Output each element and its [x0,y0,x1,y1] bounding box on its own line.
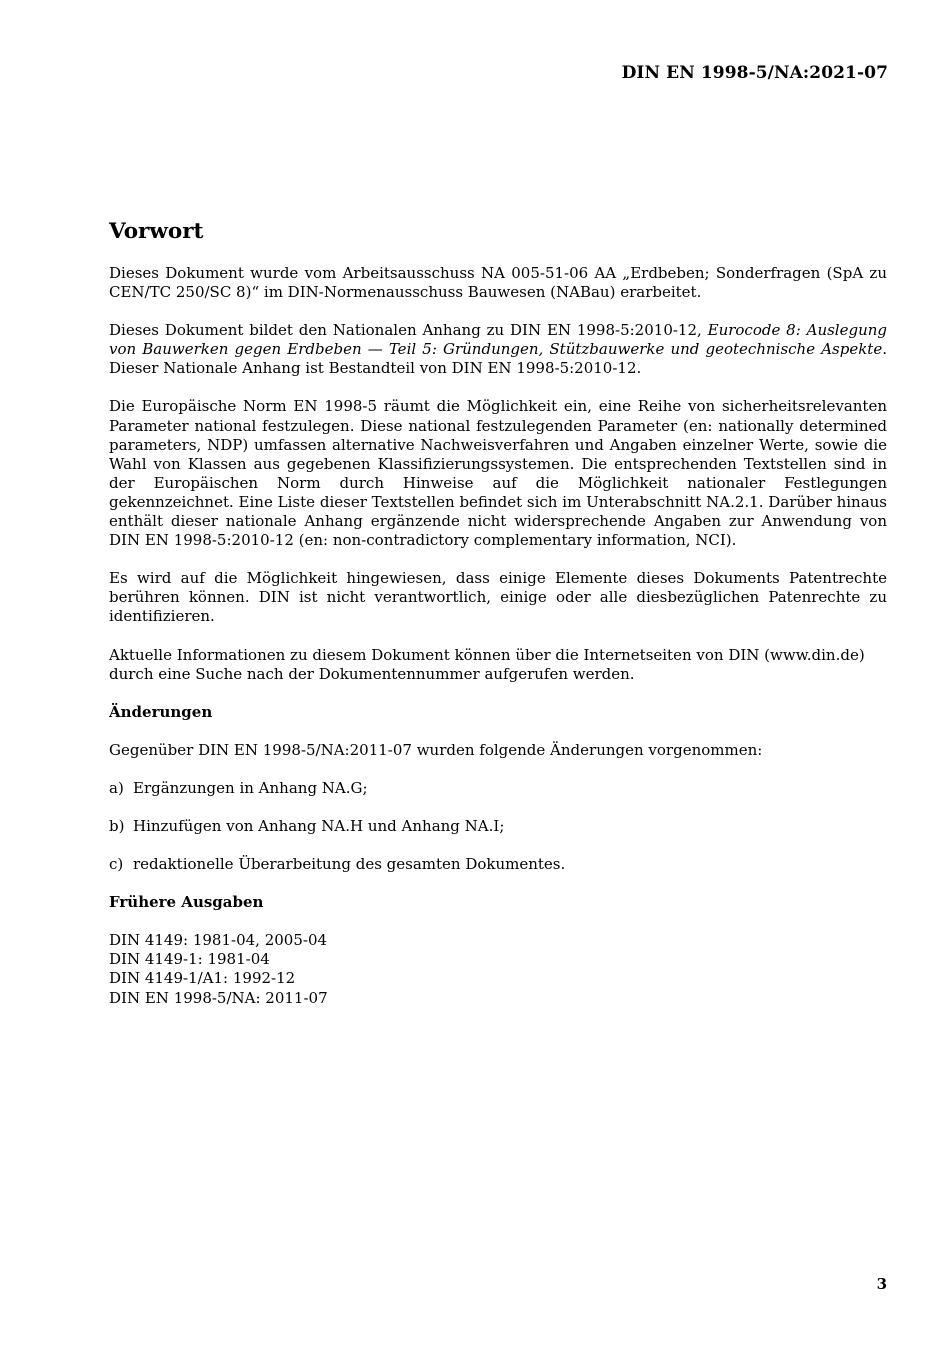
previous-edition-line: DIN 4149: 1981-04, 2005-04 [109,931,328,950]
previous-edition-line: DIN EN 1998-5/NA: 2011-07 [109,988,328,1007]
previous-editions-list [109,931,887,1007]
paragraph-patents: Es wird auf die Möglichkeit hingewiesen, dass einige Elemente dieses Dokuments Patentrechte berühren können. DIN ist nicht verantwortlich, einige oder alle diesbezüglichen Patenrechte zu identifizieren. [109,569,887,626]
changes-intro: Gegenüber DIN EN 1998-5/NA:2011-07 wurden folgende Änderungen vorgenommen: [109,740,763,759]
list-marker: a) [109,778,124,797]
list-item [109,779,887,798]
list-marker: c) [109,855,124,874]
changes-heading: Änderungen [109,702,213,721]
list-item-text: redaktionelle Überarbeitung des gesamten Dokumentes. [133,855,566,874]
previous-edition-line: DIN 4149-1: 1981-04 [109,950,270,969]
eurocode-title: Eurocode 8: Auslegung von Bauwerken gegen Erdbeben — Teil 5: Gründungen, Stützbauwerke und geotechnische Aspekte [109,321,888,359]
list-marker: b) [109,816,125,835]
previous-editions-heading: Frühere Ausgaben [109,893,264,912]
list-item [109,855,887,874]
paragraph-national-annex [109,321,887,378]
paragraph-committee: Dieses Dokument wurde vom Arbeitsausschuss NA 005-51-06 AA „Erdbeben; Sonderfragen (SpA zu CEN/TC 250/SC 8)“ im DIN-Normenausschuss Bauwesen (NABau) erarbeitet. [109,264,887,302]
paragraph-info: Aktuelle Informationen zu diesem Dokument können über die Internetseiten von DIN (www.din.de) durch eine Suche nach der Dokumentennummer aufgerufen werden. [109,645,865,683]
document-body [109,218,887,1008]
list-item [109,817,887,836]
paragraph-national-annex-text-1: Dieses Dokument bildet den Nationalen Anhang zu DIN EN 1998-5:2010-12, [109,321,708,340]
document-id-header: DIN EN 1998-5/NA:2021-07 [621,63,888,83]
paragraph-national-annex-text-2: . Dieser Nationale Anhang ist Bestandteil von DIN EN 1998-5:2010-12. [109,340,887,378]
list-item-text: Hinzufügen von Anhang NA.H und Anhang NA.I; [133,816,505,835]
page-number: 3 [876,1275,887,1293]
section-title: Vorwort [109,219,204,244]
previous-edition-line: DIN 4149-1/A1: 1992-12 [109,969,296,988]
list-item-text: Ergänzungen in Anhang NA.G; [133,778,368,797]
paragraph-ndp: Die Europäische Norm EN 1998-5 räumt die Möglichkeit ein, eine Reihe von sicherheitsrelevanten Parameter national festzulegen. Diese national festzulegenden Parameter (en: nationally determined parameters, NDP) umfassen alternative Nachweisverfahren und Angaben einzelner Werte, sowie die Wahl von Klassen aus gegebenen Klassifizierungssystemen. Die entsprechenden Textstellen sind in der Europäischen Norm durch Hinweise auf die Möglichkeit nationaler Festlegungen gekennzeichnet. Eine Liste dieser Textstellen befindet sich im Unterabschnitt NA.2.1. Darüber hinaus enthält dieser nationale Anhang ergänzende nicht widersprechende Angaben zur Anwendung von DIN EN 1998-5:2010-12 (en: non-contradictory complementary information, NCI). [109,397,887,550]
